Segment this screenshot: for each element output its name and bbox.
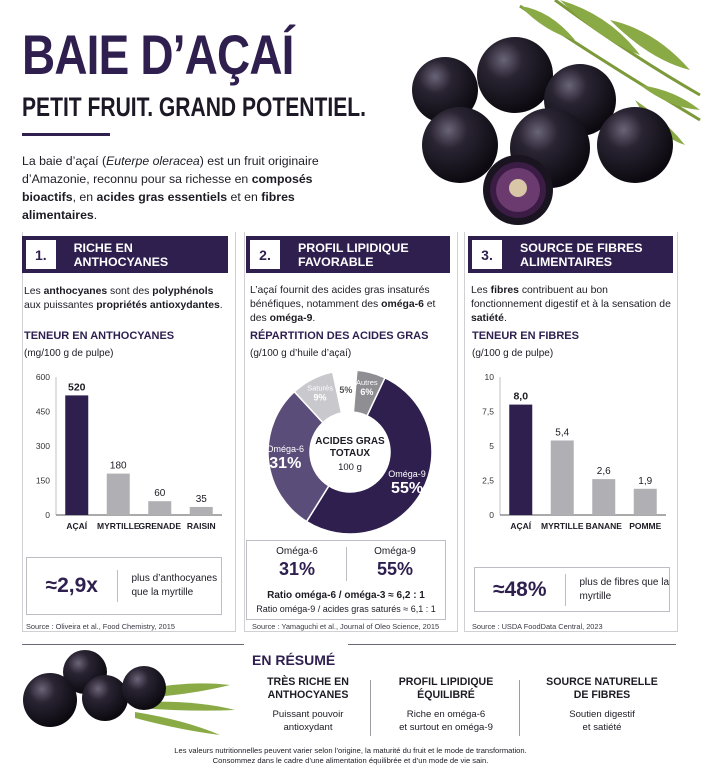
pie-slice-label: Saturés: [307, 383, 333, 393]
fibres-bar: [509, 405, 532, 515]
anthocyanes-ytick-label: 0: [45, 510, 50, 520]
omega6-value: 31%: [278, 559, 316, 579]
fibres-bar: [634, 489, 657, 515]
pie-center-label: ACIDES GRAS: [315, 436, 385, 447]
fibres-ytick-label: 10: [484, 372, 494, 382]
section-3-stat-text: plus de fibres que la myrtille: [579, 576, 670, 602]
omega9-value: 55%: [376, 559, 414, 579]
section-3-title: SOURCE DE FIBRES ALIMENTAIRES: [520, 240, 643, 269]
pie-center-value: 100 g: [338, 462, 362, 473]
anthocyanes-ytick-label: 150: [35, 475, 50, 486]
section-2-number: 2.: [250, 240, 280, 269]
section-1-stat-value: ≈2,9x: [45, 574, 98, 597]
acai-berries-image: [400, 0, 701, 225]
pie-slice-label: Oméga-9: [388, 469, 426, 480]
anthocyanes-category-label: GRENADE: [138, 521, 182, 531]
section-1-number: 1.: [26, 240, 56, 269]
anthocyanes-bar: [107, 474, 130, 515]
pie-slice-value: 55%: [391, 480, 424, 498]
page-subtitle: PETIT FRUIT. GRAND POTENTIEL.: [22, 92, 366, 122]
pie-slice-value: 31%: [269, 455, 302, 473]
fibres-bar: [592, 479, 615, 515]
fibres-category-label: BANANE: [585, 521, 622, 531]
fibres-bar: [551, 440, 574, 515]
section-1-header: [22, 236, 228, 273]
summary-divider: [370, 680, 371, 736]
pie-slice-value: 5%: [339, 385, 353, 396]
anthocyanes-value-label: 520: [67, 381, 86, 394]
anthocyanes-category-label: AÇAÍ: [66, 521, 88, 531]
pie-slice-value: 9%: [313, 392, 327, 403]
anthocyanes-bar-chart: [20, 365, 232, 540]
section-2-source: Source : Yamaguchi et al., Journal of Oleo Science, 2015: [252, 622, 440, 631]
footer-line-1: Les valeurs nutritionnelles peuvent varier selon l’origine, la maturité du fruit et le mode de transformation.: [174, 746, 527, 755]
section-3-number: 3.: [472, 240, 502, 269]
fibres-category-label: MYRTILLE: [541, 521, 584, 531]
section-3-source: Source : USDA FoodData Central, 2023: [472, 622, 603, 631]
title-rule: [22, 133, 110, 136]
anthocyanes-value-label: 180: [109, 460, 127, 472]
summary-title: EN RÉSUMÉ: [252, 652, 336, 668]
anthocyanes-ytick-label: 450: [35, 406, 50, 417]
section-2-header: [246, 236, 450, 273]
section-3-chart-title: TENEUR EN FIBRES: [472, 330, 579, 342]
fibres-value-label: 2,6: [596, 466, 611, 478]
fibres-value-label: 8,0: [513, 390, 529, 403]
section-2-chart-title: RÉPARTITION DES ACIDES GRAS: [250, 330, 429, 342]
section-2-chart-unit: (g/100 g d’huile d’açaí): [250, 348, 352, 359]
pie-slice-value: 6%: [360, 387, 374, 398]
page-title: BAIE D’AÇAÍ: [22, 23, 294, 86]
fibres-category-label: AÇAÍ: [510, 521, 532, 531]
anthocyanes-category-label: RAISIN: [186, 521, 216, 531]
fibres-value-label: 1,9: [638, 475, 653, 487]
section-1-chart-title: TENEUR EN ANTHOCYANES: [24, 330, 175, 342]
section-1-text: Les anthocyanes sont des polyphénols aux puissantes propriétés antioxydantes.: [24, 286, 223, 311]
summary-item-3: SOURCE NATURELLE DE FIBRES Soutien digestif et satiété: [546, 676, 658, 733]
anthocyanes-ytick-label: 300: [35, 441, 50, 451]
section-1-stat-box: [26, 557, 222, 615]
section-3-stat-value: ≈48%: [492, 577, 547, 601]
omega6-label: Oméga-6: [276, 546, 318, 557]
fatty-acid-pie-chart: [250, 364, 450, 536]
pie-slice-label: Autres: [355, 378, 378, 388]
anthocyanes-value-label: 60: [154, 488, 166, 500]
section-1-stat-text: plus d’anthocyanes que la myrtille: [131, 573, 218, 598]
omega-ratio-2: Ratio oméga-9 / acides gras saturés ≈ 6,1 : 1: [256, 604, 436, 614]
acai-berries-small-image: [20, 650, 240, 740]
omega-ratio-1: Ratio oméga-6 / oméga-3 ≈ 6,2 : 1: [267, 590, 425, 601]
fibres-ytick-label: 0: [489, 510, 494, 520]
section-2-text: L’açaí fournit des acides gras insaturés bénéfiques, notamment des oméga-6 et des oméga-9.: [250, 285, 436, 324]
summary-item-2: PROFIL LIPIDIQUE ÉQUILIBRÉ Riche en oméga-6 et surtout en oméga-9: [398, 676, 494, 733]
fibres-value-label: 5,4: [555, 427, 570, 439]
summary-item-1: TRÈS RICHE EN ANTHOCYANES Puissant pouvoir antioxydant: [267, 676, 349, 733]
intro-text: La baie d’açaí (Euterpe oleracea) est un fruit originaire d’Amazonie, reconnu pour sa richesse en composés bioactifs, en acides gras essentiels et en fibres alimentaires.: [22, 154, 319, 222]
section-3-header: [468, 236, 673, 273]
pie-center-label: TOTAUX: [329, 448, 371, 459]
fibres-ytick-label: 7,5: [482, 406, 494, 417]
anthocyanes-bar: [65, 395, 88, 515]
anthocyanes-bar: [148, 501, 171, 515]
section-1-title: RICHE EN ANTHOCYANES: [73, 240, 169, 269]
anthocyanes-category-label: MYRTILLE: [97, 521, 140, 531]
section-2-title: PROFIL LIPIDIQUE FAVORABLE: [298, 240, 409, 269]
omega9-label: Oméga-9: [374, 546, 416, 557]
section-3-chart-unit: (g/100 g de pulpe): [472, 348, 554, 359]
footer-line-2: Consommez dans le cadre d’une alimentation équilibrée et d’un mode de vie sain.: [212, 756, 489, 765]
omega-summary-box: [246, 540, 446, 620]
fibres-ytick-label: 5: [489, 441, 494, 451]
summary-rule-right: [348, 644, 676, 645]
fibres-bar-chart: [464, 365, 676, 540]
summary-rule-left: [22, 644, 244, 645]
section-3-text: Les fibres contribuent au bon fonctionnement digestif et à la sensation de satiété.: [471, 285, 671, 324]
anthocyanes-bar: [190, 507, 213, 515]
section-3-stat-box: [474, 567, 670, 612]
omega-separator: [346, 547, 347, 581]
fibres-category-label: POMME: [629, 521, 662, 531]
section-1-chart-unit: (mg/100 g de pulpe): [24, 348, 114, 359]
anthocyanes-ytick-label: 600: [35, 372, 50, 382]
anthocyanes-value-label: 35: [195, 493, 207, 505]
fibres-ytick-label: 2,5: [482, 475, 494, 486]
pie-slice-label: Oméga-6: [266, 444, 305, 455]
summary-divider: [519, 680, 520, 736]
section-1-source: Source : Oliveira et al., Food Chemistry, 2015: [26, 622, 175, 631]
